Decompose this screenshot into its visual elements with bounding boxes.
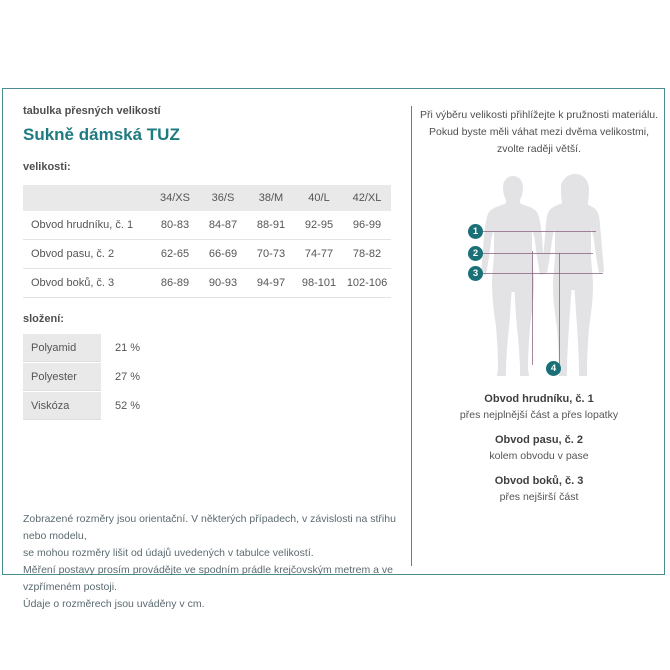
size-value: 70-73 (247, 240, 295, 269)
size-table-corner-cell (23, 185, 151, 211)
size-table-header-row (23, 185, 391, 211)
measure-block-chest (415, 391, 663, 423)
male-silhouette (481, 176, 545, 376)
advice-line: Pokud byste měli váhat mezi dvěma velikostmi, (428, 126, 649, 138)
size-value: 92-95 (295, 211, 343, 240)
size-value: 94-97 (247, 269, 295, 298)
size-value: 102-106 (343, 269, 391, 298)
composition-table (23, 334, 223, 421)
composition-section-label: složení: (23, 313, 64, 325)
table-row (23, 269, 391, 298)
size-value: 86-89 (151, 269, 199, 298)
column-divider (411, 106, 412, 566)
material-percent: 27 % (115, 371, 141, 383)
size-column-header: 40/L (295, 185, 343, 211)
marker-4-length: 4 (546, 361, 561, 376)
measure-block-hips (415, 473, 663, 505)
size-value: 96-99 (343, 211, 391, 240)
marker-3-hips: 3 (468, 266, 483, 281)
page-title: Sukně dámská TUZ (23, 125, 180, 144)
measure-title: Obvod hrudníku, č. 1 (484, 393, 594, 405)
size-value: 98-101 (295, 269, 343, 298)
size-column-header: 38/M (247, 185, 295, 211)
advice-line: Při výběru velikosti přihlížejte k pružnosti materiálu. (419, 109, 659, 121)
size-advice-text (415, 107, 663, 158)
measure-block-waist (415, 432, 663, 464)
composition-row (23, 334, 223, 362)
length-measure-line-left (532, 251, 533, 365)
size-value: 88-91 (247, 211, 295, 240)
note-line: Zobrazené rozměry jsou orientační. V některých případech, v závislosti na střihu nebo modelu, (23, 513, 396, 542)
length-measure-line-right (559, 253, 560, 365)
measure-description: kolem obvodu v pase (489, 450, 589, 462)
header-note: tabulka přesných velikostí (23, 105, 161, 117)
size-value: 90-93 (199, 269, 247, 298)
material-percent: 52 % (115, 400, 141, 412)
body-silhouettes-figure (479, 173, 613, 379)
measurement-row-label: Obvod boků, č. 3 (23, 269, 151, 298)
chest-measure-line (482, 231, 596, 232)
size-column-header: 36/S (199, 185, 247, 211)
note-line: Údaje o rozměrech jsou uváděny v cm. (23, 598, 205, 610)
size-value: 62-65 (151, 240, 199, 269)
material-name: Polyester (23, 363, 101, 391)
hip-measure-line (482, 273, 603, 274)
sizes-section-label: velikosti: (23, 161, 71, 173)
size-table (23, 185, 391, 298)
size-chart-panel (2, 88, 665, 610)
measurement-row-label: Obvod pasu, č. 2 (23, 240, 151, 269)
measure-title: Obvod boků, č. 3 (494, 475, 584, 487)
size-value: 66-69 (199, 240, 247, 269)
table-row (23, 240, 391, 269)
measure-title: Obvod pasu, č. 2 (494, 434, 584, 446)
marker-1-chest: 1 (468, 224, 483, 239)
measure-description: přes nejplnější část a přes lopatky (459, 409, 619, 421)
measure-description: přes nejširší část (499, 491, 579, 503)
note-line: se mohou rozměry lišit od údajů uvedených v tabulce velikostí. (23, 547, 314, 559)
composition-row (23, 363, 223, 391)
material-name: Polyamid (23, 334, 101, 362)
composition-row (23, 392, 223, 420)
disclaimer-notes (23, 511, 403, 613)
advice-line: zvolte raději větší. (496, 143, 582, 155)
material-percent: 21 % (115, 342, 141, 354)
material-name: Viskóza (23, 392, 101, 420)
size-value: 80-83 (151, 211, 199, 240)
size-column-header: 34/XS (151, 185, 199, 211)
measurement-row-label: Obvod hrudníku, č. 1 (23, 211, 151, 240)
size-value: 78-82 (343, 240, 391, 269)
size-column-header: 42/XL (343, 185, 391, 211)
table-row (23, 211, 391, 240)
marker-2-waist: 2 (468, 246, 483, 261)
waist-measure-line (482, 253, 593, 254)
size-value: 74-77 (295, 240, 343, 269)
measure-descriptions (415, 391, 663, 514)
female-silhouette (542, 176, 604, 376)
size-value: 84-87 (199, 211, 247, 240)
note-line: Měření postavy prosím provádějte ve spodním prádle krejčovským metrem a ve vzpřímeném postoji. (23, 564, 393, 593)
